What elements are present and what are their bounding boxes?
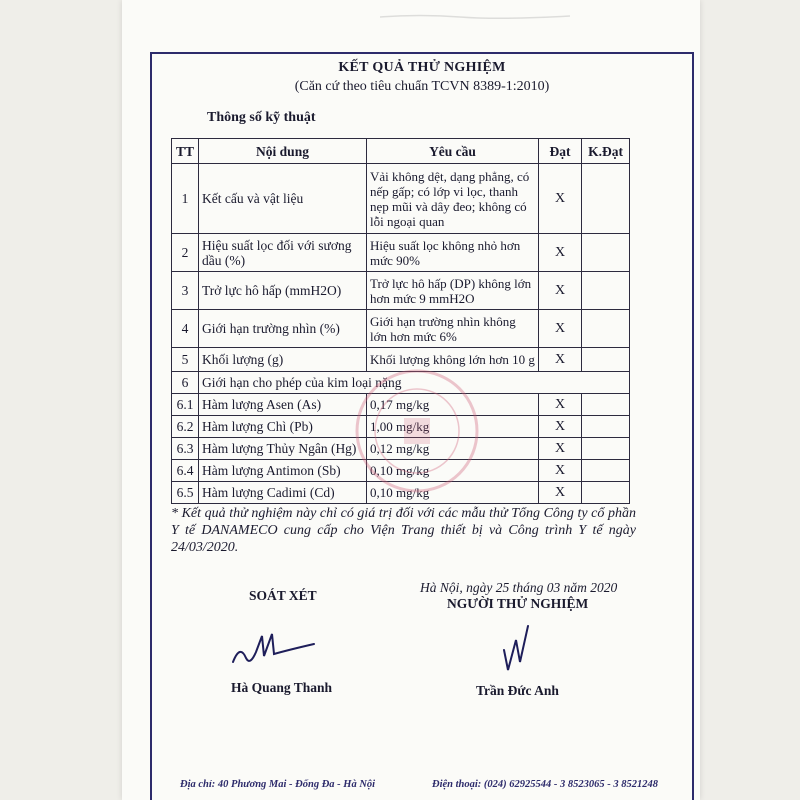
institute-stamp bbox=[352, 366, 482, 496]
document-subtitle: (Căn cứ theo tiêu chuẩn TCVN 8389-1:2010) bbox=[294, 79, 550, 94]
row-content: Hàm lượng Thủy Ngân (Hg) bbox=[199, 438, 367, 460]
document-title: KẾT QUẢ THỬ NGHIỆM bbox=[338, 60, 506, 75]
row-number: 1 bbox=[172, 164, 199, 234]
footer-phone: Điện thoại: (024) 62925544 - 3 8523065 - 3 8521248 bbox=[432, 779, 659, 790]
footer-address: Địa chỉ: 40 Phương Mai - Đống Đa - Hà Nội bbox=[180, 779, 376, 790]
pass-mark: X bbox=[539, 234, 582, 272]
pass-mark: X bbox=[539, 310, 582, 348]
column-header: TT bbox=[172, 139, 199, 164]
row-number: 3 bbox=[172, 272, 199, 310]
row-content: Khối lượng (g) bbox=[199, 348, 367, 372]
row-requirement: Trở lực hô hấp (DP) không lớn hơn mức 9 mmH2O bbox=[367, 272, 539, 310]
row-requirement: 0,17 mg/kg bbox=[367, 394, 539, 416]
tester-signature bbox=[498, 620, 538, 675]
bleed-through-marks bbox=[380, 12, 570, 22]
row-content: Giới hạn cho phép của kim loại nặng bbox=[199, 372, 630, 394]
row-number: 6.2 bbox=[172, 416, 199, 438]
row-requirement: 0,10 mg/kg bbox=[367, 482, 539, 504]
fail-mark bbox=[582, 482, 630, 504]
fail-mark bbox=[582, 416, 630, 438]
row-content: Hàm lượng Antimon (Sb) bbox=[199, 460, 367, 482]
reviewer-title: SOÁT XÉT bbox=[249, 588, 317, 603]
table-header-row bbox=[172, 139, 630, 164]
table-row bbox=[172, 310, 630, 348]
row-content: Trở lực hô hấp (mmH2O) bbox=[199, 272, 367, 310]
row-requirement: Giới hạn trường nhìn không lớn hơn mức 6% bbox=[367, 310, 539, 348]
row-requirement: 1,00 mg/kg bbox=[367, 416, 539, 438]
tester-name: Trần Đức Anh bbox=[476, 683, 559, 698]
row-number: 4 bbox=[172, 310, 199, 348]
row-content: Hàm lượng Cadimi (Cd) bbox=[199, 482, 367, 504]
row-number: 6.4 bbox=[172, 460, 199, 482]
pass-mark: X bbox=[539, 482, 582, 504]
row-requirement: 0,10 mg/kg bbox=[367, 460, 539, 482]
reviewer-name: Hà Quang Thanh bbox=[231, 680, 333, 695]
row-requirement: Khối lượng không lớn hơn 10 g bbox=[367, 348, 539, 372]
spec-heading: Thông số kỹ thuật bbox=[207, 110, 316, 125]
fail-mark bbox=[582, 460, 630, 482]
fail-mark bbox=[582, 438, 630, 460]
test-result-note: * Kết quả thử nghiệm này chỉ có giá trị đối với các mẫu thử Tổng Công ty cổ phần Y tế DANAMECO cung cấp cho Viện Trang thiết bị và Công trình Y tế ngày 24/03/2020. bbox=[171, 506, 636, 555]
column-header: Đạt bbox=[539, 139, 582, 164]
table-row bbox=[172, 234, 630, 272]
column-header: Nội dung bbox=[199, 139, 367, 164]
fail-mark bbox=[582, 234, 630, 272]
row-content: Hiệu suất lọc đối với sương dầu (%) bbox=[199, 234, 367, 272]
fail-mark bbox=[582, 394, 630, 416]
pass-mark: X bbox=[539, 164, 582, 234]
fail-mark bbox=[582, 348, 630, 372]
pass-mark: X bbox=[539, 394, 582, 416]
column-header: K.Đạt bbox=[582, 139, 630, 164]
row-content: Kết cấu và vật liệu bbox=[199, 164, 367, 234]
row-content: Giới hạn trường nhìn (%) bbox=[199, 310, 367, 348]
row-requirement: Hiệu suất lọc không nhỏ hơn mức 90% bbox=[367, 234, 539, 272]
row-number: 6.1 bbox=[172, 394, 199, 416]
row-number: 5 bbox=[172, 348, 199, 372]
signing-date: Hà Nội, ngày 25 tháng 03 năm 2020 bbox=[420, 580, 618, 595]
fail-mark bbox=[582, 164, 630, 234]
fail-mark bbox=[582, 310, 630, 348]
pass-mark: X bbox=[539, 460, 582, 482]
pass-mark: X bbox=[539, 416, 582, 438]
row-number: 6.3 bbox=[172, 438, 199, 460]
fail-mark bbox=[582, 272, 630, 310]
row-content: Hàm lượng Chì (Pb) bbox=[199, 416, 367, 438]
pass-mark: X bbox=[539, 272, 582, 310]
reviewer-signature bbox=[228, 622, 318, 672]
table-row bbox=[172, 164, 630, 234]
pass-mark: X bbox=[539, 348, 582, 372]
table-row bbox=[172, 272, 630, 310]
row-requirement: 0,12 mg/kg bbox=[367, 438, 539, 460]
tester-title: NGƯỜI THỬ NGHIỆM bbox=[447, 596, 589, 611]
row-number: 6.5 bbox=[172, 482, 199, 504]
row-number: 6 bbox=[172, 372, 199, 394]
column-header: Yêu cầu bbox=[367, 139, 539, 164]
row-number: 2 bbox=[172, 234, 199, 272]
row-requirement: Vải không dệt, dạng phẳng, có nếp gấp; có lớp vi lọc, thanh nẹp mũi và dây đeo; không có lỗi ngoại quan bbox=[367, 164, 539, 234]
row-content: Hàm lượng Asen (As) bbox=[199, 394, 367, 416]
pass-mark: X bbox=[539, 438, 582, 460]
